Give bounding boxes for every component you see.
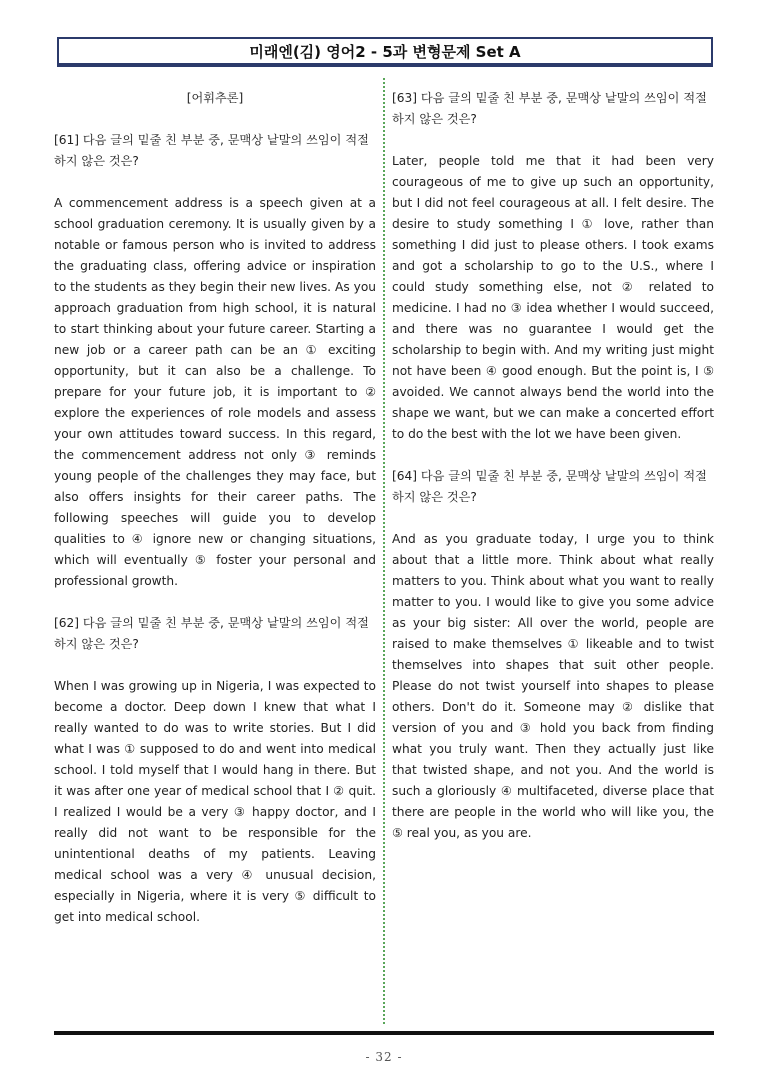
section-tag: [어휘추론] bbox=[186, 91, 244, 105]
question-62: [62] 다음 글의 밑줄 친 부분 중, 문맥상 낱말의 쓰임이 적절하지 않은 것은? bbox=[54, 616, 369, 651]
passage-61: A commencement address is a speech given at a school graduation ceremony. It is usually given by a notable or famous person who is invited to address the graduating class, offering advice or inspiration to the students as they begin their new lives. As you approach graduation from high school, it is natural to start thinking about your future career. Starting a new job or a career path can be an ① exciting opportunity, but it can also be a challenge. To prepare for your future job, it is important to ② explore the experiences of role models and assess your own attitudes toward success. In this regard, the commencement address not only ③ reminds young people of the challenges they may face, but also offers insights for their career paths. The following speeches will guide you to develop qualities to ④ ignore new or changing situations, which will eventually ⑤ foster your personal and professional growth. bbox=[54, 196, 376, 588]
passage-64: And as you graduate today, I urge you to think about that a little more. Think about what really matters to you. Think about what you want to really matter to you. I would like to give you some advice as your big sister: All over the world, people are raised to make themselves ① likeable and to twist themselves into shapes that suit other people. Please do not twist yourself into shapes to please others. Don't do it. Someone may ② dislike that version of you and ③ hold you back from finding what you truly want. Then they actually just like that twisted shape, and not you. And the world is such a gloriously ④ multifaceted, diverse place that there are people in the world who will like you, the ⑤ real you, as you are. bbox=[392, 532, 714, 840]
right-column bbox=[392, 88, 714, 865]
question-61: [61] 다음 글의 밑줄 친 부분 중, 문맥상 낱말의 쓰임이 적절하지 않은 것은? bbox=[54, 133, 369, 168]
question-63: [63] 다음 글의 밑줄 친 부분 중, 문맥상 낱말의 쓰임이 적절하지 않은 것은? bbox=[392, 91, 707, 126]
left-column bbox=[54, 88, 376, 949]
question-64: [64] 다음 글의 밑줄 친 부분 중, 문맥상 낱말의 쓰임이 적절하지 않은 것은? bbox=[392, 469, 707, 504]
page-title: 미래엔(김) 영어2 - 5과 변형문제 Set A bbox=[57, 37, 713, 67]
passage-62: When I was growing up in Nigeria, I was expected to become a doctor. Deep down I knew that what I really wanted to do was to write stories. But I did what I was ① supposed to do and went into medical school. I told myself that I would hang in there. But it was after one year of medical school that I ② quit. I realized I would be a very ③ happy doctor, and I really did not want to be responsible for the unintentional deaths of my patients. Leaving medical school was a very ④ unusual decision, especially in Nigeria, where it is very ⑤ difficult to get into medical school. bbox=[54, 679, 376, 924]
passage-63: Later, people told me that it had been very courageous of me to give up such an opportunity, but I did not feel courageous at all. I felt desire. The desire to study something I ① love, rather than something I did just to please others. I took exams and got a scholarship to go to the U.S., where I could study something else, not ② related to medicine. I had no ③ idea whether I would succeed, and there was no guarantee I would get the scholarship to begin with. And my writing just might not have been ④ good enough. But the point is, I ⑤ avoided. We cannot always bend the world into the shape we want, but we can make a concerted effort to do the best with the lot we have been given. bbox=[392, 154, 714, 441]
footer-rule bbox=[54, 1031, 714, 1035]
page-number: - 32 - bbox=[365, 1050, 403, 1064]
column-divider bbox=[383, 78, 385, 1024]
